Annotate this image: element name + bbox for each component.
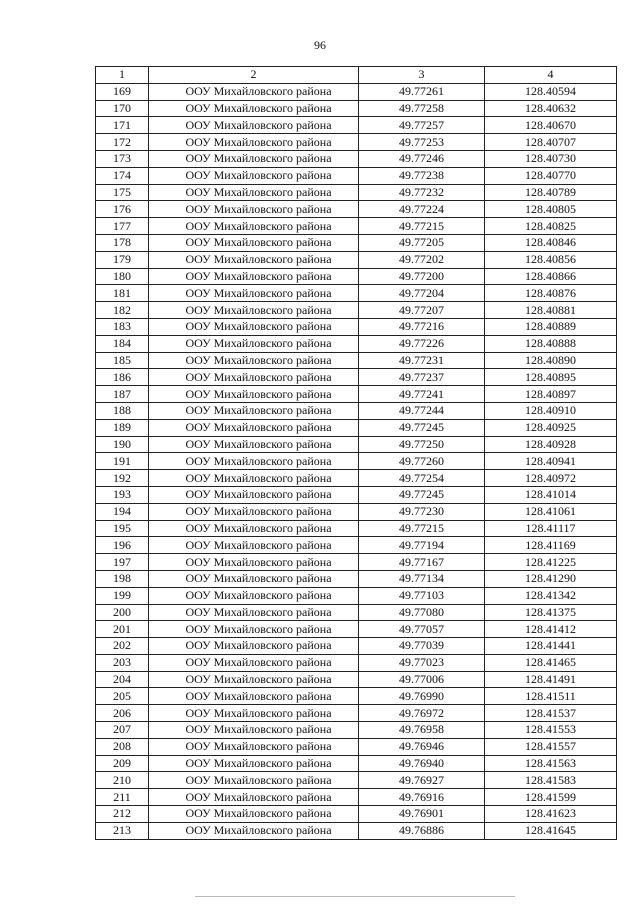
table-row xyxy=(96,654,617,671)
object-name-cell: ООУ Михайловского района xyxy=(149,570,359,587)
row-number-cell: 180 xyxy=(96,268,149,285)
row-number-cell: 172 xyxy=(96,134,149,151)
row-number-cell: 206 xyxy=(96,705,149,722)
longitude-cell: 128.40941 xyxy=(485,453,617,470)
longitude-cell: 128.40910 xyxy=(485,402,617,419)
latitude-cell: 49.76886 xyxy=(359,822,485,839)
table-row xyxy=(96,402,617,419)
object-name-cell: ООУ Михайловского района xyxy=(149,201,359,218)
latitude-cell: 49.77246 xyxy=(359,150,485,167)
row-number-cell: 178 xyxy=(96,234,149,251)
row-number-cell: 191 xyxy=(96,453,149,470)
row-number-cell: 195 xyxy=(96,520,149,537)
object-name-cell: ООУ Михайловского района xyxy=(149,302,359,319)
longitude-cell: 128.40928 xyxy=(485,436,617,453)
table-row xyxy=(96,100,617,117)
object-name-cell: ООУ Михайловского района xyxy=(149,654,359,671)
longitude-cell: 128.41563 xyxy=(485,755,617,772)
row-number-cell: 174 xyxy=(96,167,149,184)
object-name-cell: ООУ Михайловского района xyxy=(149,184,359,201)
object-name-cell: ООУ Михайловского района xyxy=(149,722,359,739)
table-row xyxy=(96,822,617,839)
table-row xyxy=(96,537,617,554)
longitude-cell: 128.40881 xyxy=(485,302,617,319)
object-name-cell: ООУ Михайловского района xyxy=(149,318,359,335)
longitude-cell: 128.40825 xyxy=(485,218,617,235)
page-number: 96 xyxy=(314,38,326,52)
table-row xyxy=(96,604,617,621)
longitude-cell: 128.41553 xyxy=(485,722,617,739)
row-number-cell: 196 xyxy=(96,537,149,554)
latitude-cell: 49.77039 xyxy=(359,638,485,655)
bottom-divider xyxy=(195,896,515,897)
table-row xyxy=(96,386,617,403)
object-name-cell: ООУ Михайловского района xyxy=(149,537,359,554)
object-name-cell: ООУ Михайловского района xyxy=(149,167,359,184)
row-number-cell: 184 xyxy=(96,335,149,352)
latitude-cell: 49.76946 xyxy=(359,738,485,755)
column-header-3: 3 xyxy=(359,67,485,84)
longitude-cell: 128.40805 xyxy=(485,201,617,218)
row-number-cell: 173 xyxy=(96,150,149,167)
longitude-cell: 128.40895 xyxy=(485,369,617,386)
table-row xyxy=(96,688,617,705)
table-row xyxy=(96,184,617,201)
object-name-cell: ООУ Михайловского района xyxy=(149,705,359,722)
longitude-cell: 128.41375 xyxy=(485,604,617,621)
object-name-cell: ООУ Михайловского района xyxy=(149,587,359,604)
row-number-cell: 179 xyxy=(96,251,149,268)
latitude-cell: 49.77232 xyxy=(359,184,485,201)
table-row xyxy=(96,117,617,134)
row-number-cell: 186 xyxy=(96,369,149,386)
longitude-cell: 128.41583 xyxy=(485,772,617,789)
object-name-cell: ООУ Михайловского района xyxy=(149,806,359,823)
table-row xyxy=(96,621,617,638)
table-row xyxy=(96,352,617,369)
table-row xyxy=(96,755,617,772)
longitude-cell: 128.40925 xyxy=(485,419,617,436)
latitude-cell: 49.76901 xyxy=(359,806,485,823)
table-row xyxy=(96,268,617,285)
latitude-cell: 49.77245 xyxy=(359,419,485,436)
row-number-cell: 203 xyxy=(96,654,149,671)
table-row xyxy=(96,218,617,235)
latitude-cell: 49.77257 xyxy=(359,117,485,134)
latitude-cell: 49.76940 xyxy=(359,755,485,772)
row-number-cell: 182 xyxy=(96,302,149,319)
latitude-cell: 49.77253 xyxy=(359,134,485,151)
table-row xyxy=(96,587,617,604)
latitude-cell: 49.77226 xyxy=(359,335,485,352)
latitude-cell: 49.77238 xyxy=(359,167,485,184)
longitude-cell: 128.41557 xyxy=(485,738,617,755)
object-name-cell: ООУ Михайловского района xyxy=(149,150,359,167)
object-name-cell: ООУ Михайловского района xyxy=(149,335,359,352)
row-number-cell: 183 xyxy=(96,318,149,335)
latitude-cell: 49.77260 xyxy=(359,453,485,470)
object-name-cell: ООУ Михайловского района xyxy=(149,671,359,688)
latitude-cell: 49.77200 xyxy=(359,268,485,285)
longitude-cell: 128.40972 xyxy=(485,470,617,487)
longitude-cell: 128.41014 xyxy=(485,486,617,503)
longitude-cell: 128.41412 xyxy=(485,621,617,638)
longitude-cell: 128.41342 xyxy=(485,587,617,604)
object-name-cell: ООУ Михайловского района xyxy=(149,352,359,369)
table-row xyxy=(96,671,617,688)
latitude-cell: 49.77006 xyxy=(359,671,485,688)
longitude-cell: 128.40632 xyxy=(485,100,617,117)
longitude-cell: 128.40876 xyxy=(485,285,617,302)
latitude-cell: 49.77103 xyxy=(359,587,485,604)
object-name-cell: ООУ Михайловского района xyxy=(149,234,359,251)
latitude-cell: 49.77250 xyxy=(359,436,485,453)
table-header xyxy=(96,67,617,84)
object-name-cell: ООУ Михайловского района xyxy=(149,134,359,151)
longitude-cell: 128.40888 xyxy=(485,335,617,352)
table-row xyxy=(96,789,617,806)
row-number-cell: 197 xyxy=(96,554,149,571)
table-row xyxy=(96,436,617,453)
latitude-cell: 49.77023 xyxy=(359,654,485,671)
row-number-cell: 202 xyxy=(96,638,149,655)
object-name-cell: ООУ Михайловского района xyxy=(149,638,359,655)
row-number-cell: 199 xyxy=(96,587,149,604)
row-number-cell: 212 xyxy=(96,806,149,823)
column-header-4: 4 xyxy=(485,67,617,84)
latitude-cell: 49.76958 xyxy=(359,722,485,739)
latitude-cell: 49.77215 xyxy=(359,218,485,235)
latitude-cell: 49.77167 xyxy=(359,554,485,571)
longitude-cell: 128.41645 xyxy=(485,822,617,839)
longitude-cell: 128.41061 xyxy=(485,503,617,520)
latitude-cell: 49.77207 xyxy=(359,302,485,319)
latitude-cell: 49.76990 xyxy=(359,688,485,705)
longitude-cell: 128.41169 xyxy=(485,537,617,554)
row-number-cell: 200 xyxy=(96,604,149,621)
row-number-cell: 209 xyxy=(96,755,149,772)
object-name-cell: ООУ Михайловского района xyxy=(149,100,359,117)
row-number-cell: 213 xyxy=(96,822,149,839)
row-number-cell: 205 xyxy=(96,688,149,705)
object-name-cell: ООУ Михайловского района xyxy=(149,755,359,772)
latitude-cell: 49.77057 xyxy=(359,621,485,638)
table-row xyxy=(96,285,617,302)
column-header-1: 1 xyxy=(96,67,149,84)
table-row xyxy=(96,83,617,100)
row-number-cell: 208 xyxy=(96,738,149,755)
table-row xyxy=(96,806,617,823)
object-name-cell: ООУ Михайловского района xyxy=(149,436,359,453)
latitude-cell: 49.77245 xyxy=(359,486,485,503)
object-name-cell: ООУ Михайловского района xyxy=(149,470,359,487)
latitude-cell: 49.76916 xyxy=(359,789,485,806)
table-row xyxy=(96,486,617,503)
object-name-cell: ООУ Михайловского района xyxy=(149,772,359,789)
object-name-cell: ООУ Михайловского района xyxy=(149,688,359,705)
longitude-cell: 128.40889 xyxy=(485,318,617,335)
table-row xyxy=(96,251,617,268)
object-name-cell: ООУ Михайловского района xyxy=(149,83,359,100)
row-number-cell: 193 xyxy=(96,486,149,503)
latitude-cell: 49.77194 xyxy=(359,537,485,554)
longitude-cell: 128.41537 xyxy=(485,705,617,722)
table-row xyxy=(96,167,617,184)
row-number-cell: 207 xyxy=(96,722,149,739)
table-row xyxy=(96,134,617,151)
table-row xyxy=(96,738,617,755)
longitude-cell: 128.41441 xyxy=(485,638,617,655)
row-number-cell: 198 xyxy=(96,570,149,587)
longitude-cell: 128.41599 xyxy=(485,789,617,806)
object-name-cell: ООУ Михайловского района xyxy=(149,621,359,638)
latitude-cell: 49.77230 xyxy=(359,503,485,520)
longitude-cell: 128.41511 xyxy=(485,688,617,705)
table-row xyxy=(96,470,617,487)
longitude-cell: 128.40670 xyxy=(485,117,617,134)
row-number-cell: 190 xyxy=(96,436,149,453)
row-number-cell: 169 xyxy=(96,83,149,100)
table-row xyxy=(96,453,617,470)
row-number-cell: 175 xyxy=(96,184,149,201)
object-name-cell: ООУ Михайловского района xyxy=(149,268,359,285)
longitude-cell: 128.40707 xyxy=(485,134,617,151)
table-row xyxy=(96,722,617,739)
table-row xyxy=(96,318,617,335)
object-name-cell: ООУ Михайловского района xyxy=(149,554,359,571)
table-body xyxy=(96,83,617,839)
table-row xyxy=(96,234,617,251)
object-name-cell: ООУ Михайловского района xyxy=(149,453,359,470)
table-row xyxy=(96,570,617,587)
longitude-cell: 128.40897 xyxy=(485,386,617,403)
table-row xyxy=(96,150,617,167)
object-name-cell: ООУ Михайловского района xyxy=(149,419,359,436)
column-header-2: 2 xyxy=(149,67,359,84)
latitude-cell: 49.77254 xyxy=(359,470,485,487)
object-name-cell: ООУ Михайловского района xyxy=(149,604,359,621)
table-row xyxy=(96,503,617,520)
latitude-cell: 49.77134 xyxy=(359,570,485,587)
latitude-cell: 49.77258 xyxy=(359,100,485,117)
longitude-cell: 128.40770 xyxy=(485,167,617,184)
object-name-cell: ООУ Михайловского района xyxy=(149,285,359,302)
longitude-cell: 128.40890 xyxy=(485,352,617,369)
table-row xyxy=(96,302,617,319)
table-row xyxy=(96,201,617,218)
latitude-cell: 49.77202 xyxy=(359,251,485,268)
longitude-cell: 128.41117 xyxy=(485,520,617,537)
latitude-cell: 49.76972 xyxy=(359,705,485,722)
longitude-cell: 128.41623 xyxy=(485,806,617,823)
table-row xyxy=(96,638,617,655)
longitude-cell: 128.41225 xyxy=(485,554,617,571)
row-number-cell: 194 xyxy=(96,503,149,520)
table-row xyxy=(96,554,617,571)
object-name-cell: ООУ Михайловского района xyxy=(149,503,359,520)
latitude-cell: 49.77080 xyxy=(359,604,485,621)
object-name-cell: ООУ Михайловского района xyxy=(149,789,359,806)
object-name-cell: ООУ Михайловского района xyxy=(149,369,359,386)
row-number-cell: 185 xyxy=(96,352,149,369)
latitude-cell: 49.77216 xyxy=(359,318,485,335)
longitude-cell: 128.40856 xyxy=(485,251,617,268)
object-name-cell: ООУ Михайловского района xyxy=(149,218,359,235)
latitude-cell: 49.77261 xyxy=(359,83,485,100)
longitude-cell: 128.41491 xyxy=(485,671,617,688)
row-number-cell: 177 xyxy=(96,218,149,235)
longitude-cell: 128.41290 xyxy=(485,570,617,587)
longitude-cell: 128.40789 xyxy=(485,184,617,201)
latitude-cell: 49.77244 xyxy=(359,402,485,419)
table-row xyxy=(96,772,617,789)
table-row xyxy=(96,419,617,436)
row-number-cell: 181 xyxy=(96,285,149,302)
row-number-cell: 201 xyxy=(96,621,149,638)
header-row xyxy=(96,67,617,84)
object-name-cell: ООУ Михайловского района xyxy=(149,738,359,755)
longitude-cell: 128.40730 xyxy=(485,150,617,167)
latitude-cell: 49.77204 xyxy=(359,285,485,302)
object-name-cell: ООУ Михайловского района xyxy=(149,822,359,839)
latitude-cell: 49.77224 xyxy=(359,201,485,218)
longitude-cell: 128.41465 xyxy=(485,654,617,671)
latitude-cell: 49.77231 xyxy=(359,352,485,369)
row-number-cell: 188 xyxy=(96,402,149,419)
table-row xyxy=(96,520,617,537)
longitude-cell: 128.40846 xyxy=(485,234,617,251)
table-row xyxy=(96,335,617,352)
longitude-cell: 128.40866 xyxy=(485,268,617,285)
table-row xyxy=(96,369,617,386)
latitude-cell: 49.77205 xyxy=(359,234,485,251)
row-number-cell: 192 xyxy=(96,470,149,487)
object-name-cell: ООУ Михайловского района xyxy=(149,520,359,537)
object-name-cell: ООУ Михайловского района xyxy=(149,117,359,134)
object-name-cell: ООУ Михайловского района xyxy=(149,486,359,503)
row-number-cell: 170 xyxy=(96,100,149,117)
latitude-cell: 49.77215 xyxy=(359,520,485,537)
latitude-cell: 49.77241 xyxy=(359,386,485,403)
latitude-cell: 49.77237 xyxy=(359,369,485,386)
longitude-cell: 128.40594 xyxy=(485,83,617,100)
row-number-cell: 211 xyxy=(96,789,149,806)
row-number-cell: 204 xyxy=(96,671,149,688)
row-number-cell: 210 xyxy=(96,772,149,789)
row-number-cell: 189 xyxy=(96,419,149,436)
latitude-cell: 49.76927 xyxy=(359,772,485,789)
table-row xyxy=(96,705,617,722)
object-name-cell: ООУ Михайловского района xyxy=(149,402,359,419)
row-number-cell: 176 xyxy=(96,201,149,218)
row-number-cell: 171 xyxy=(96,117,149,134)
object-name-cell: ООУ Михайловского района xyxy=(149,251,359,268)
object-name-cell: ООУ Михайловского района xyxy=(149,386,359,403)
coordinates-table xyxy=(95,66,617,840)
row-number-cell: 187 xyxy=(96,386,149,403)
